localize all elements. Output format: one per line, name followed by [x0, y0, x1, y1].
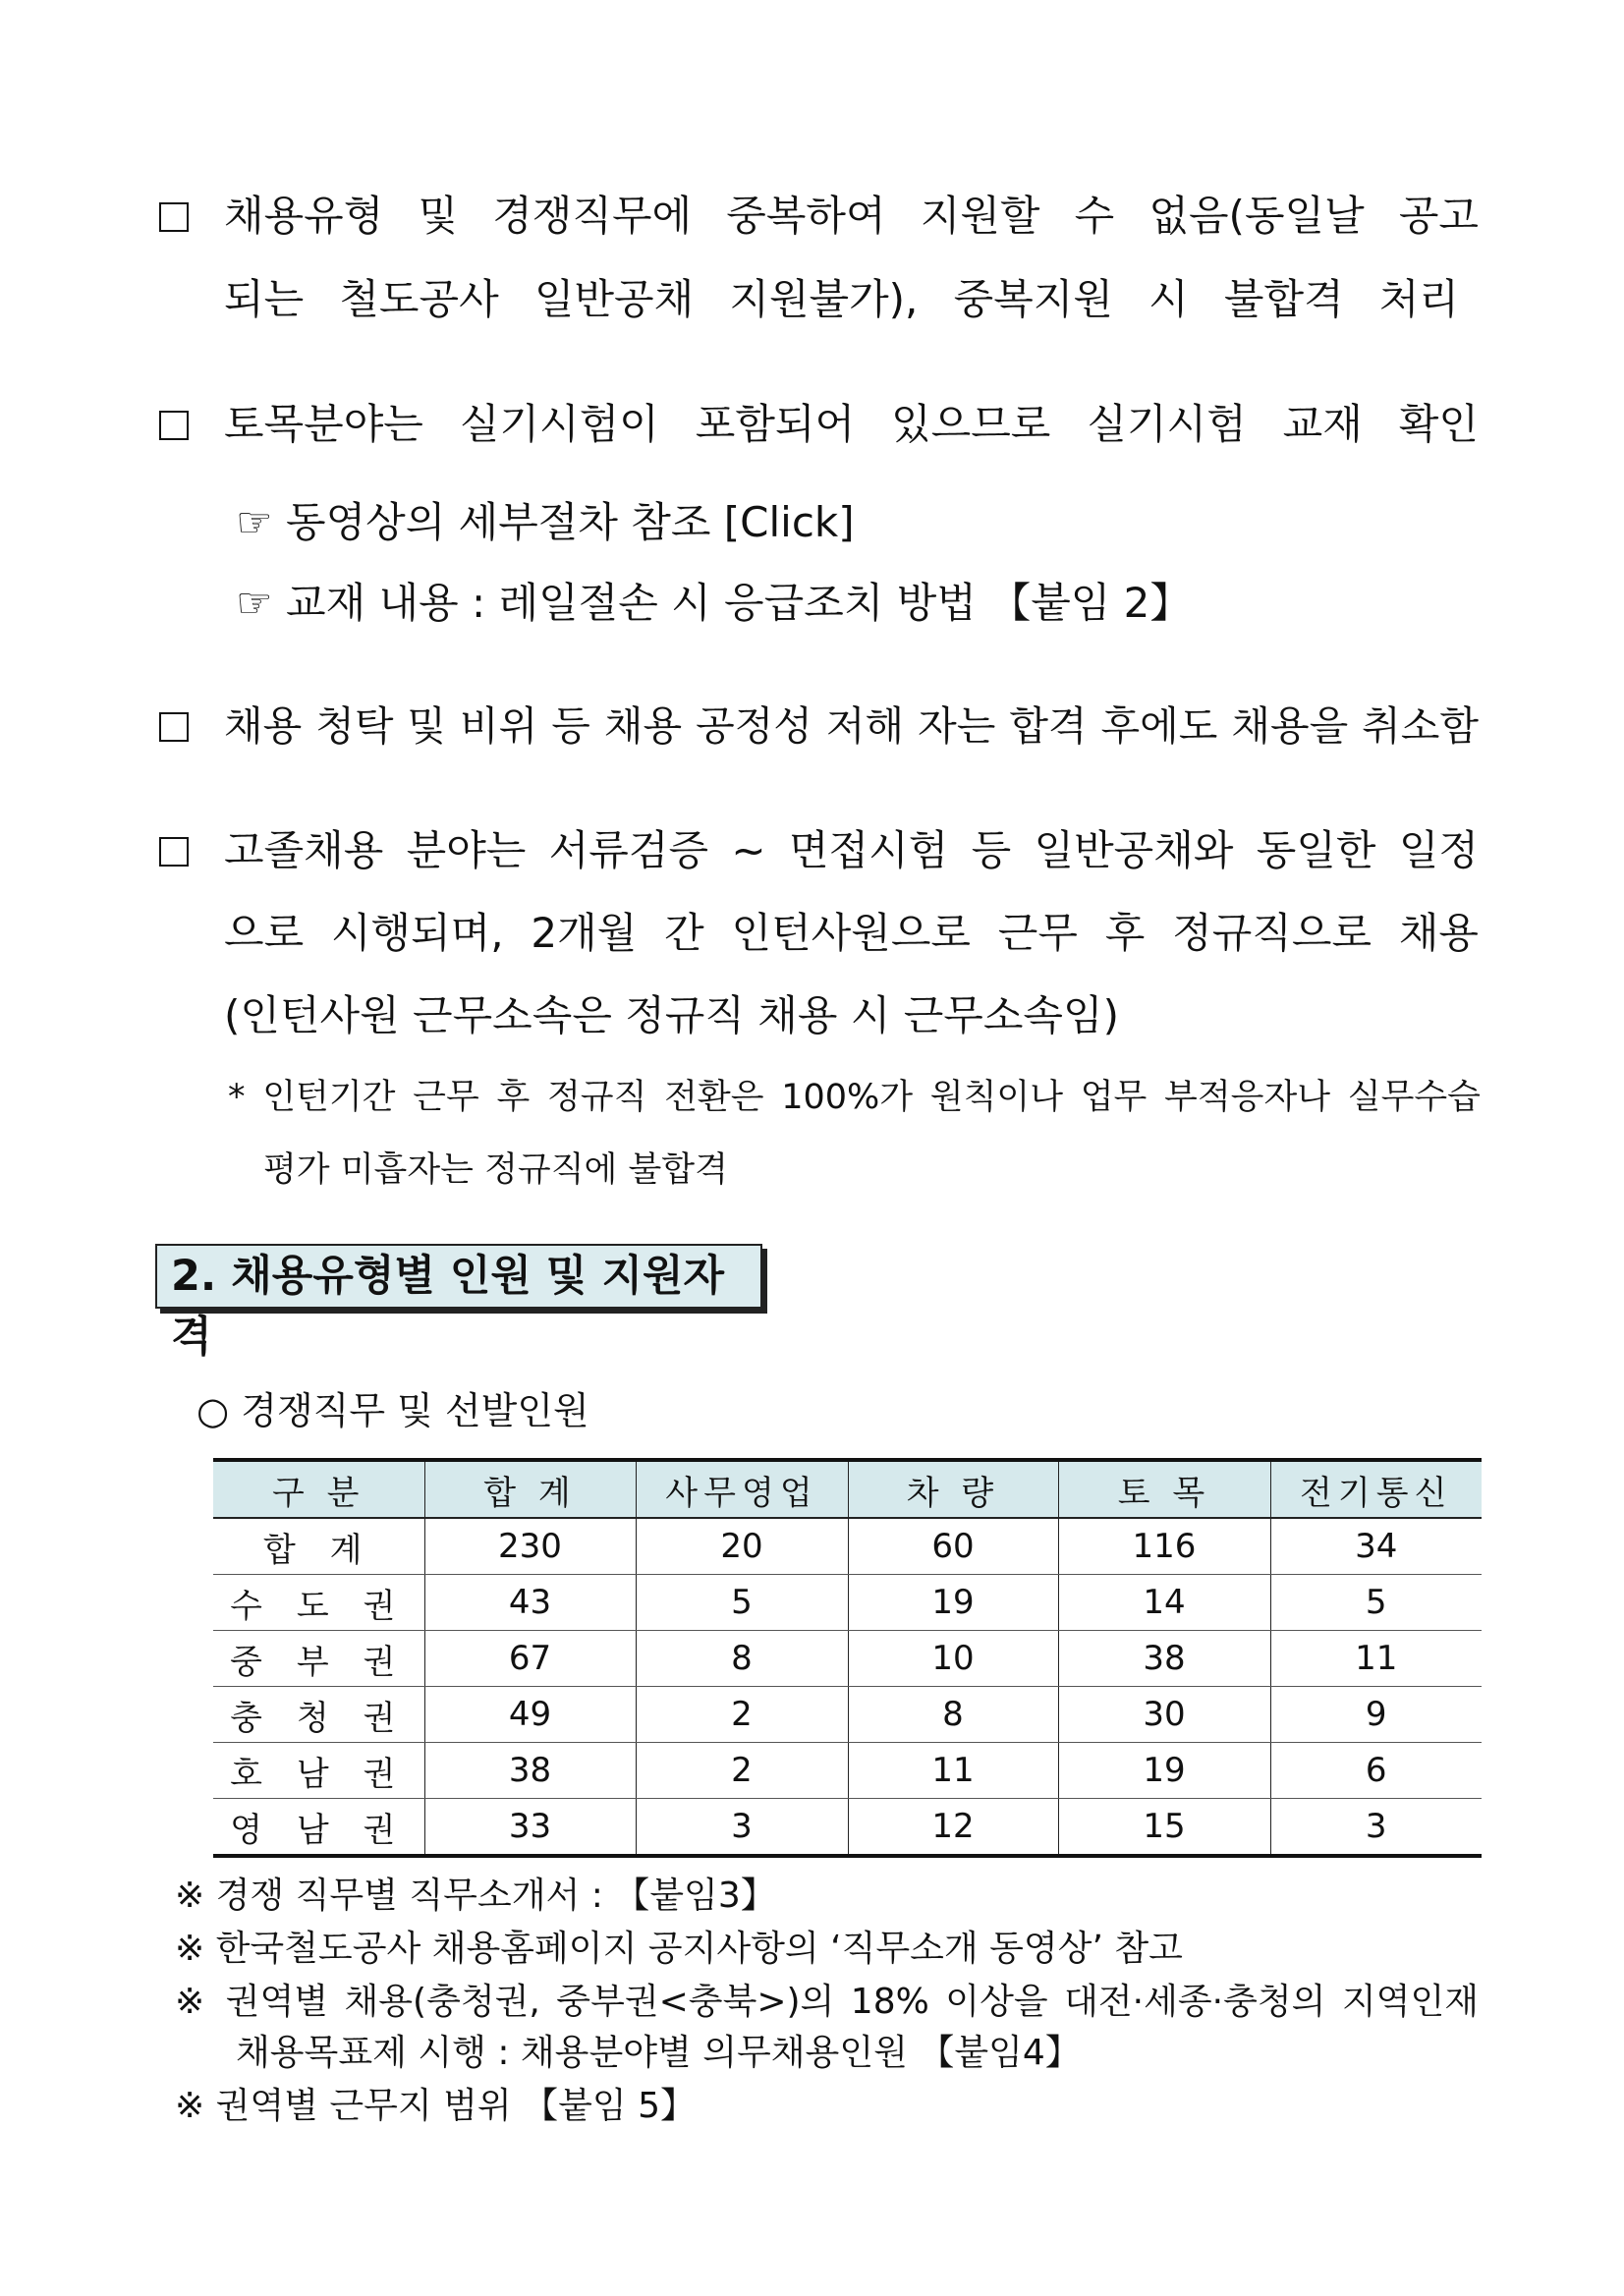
recruitment-table	[213, 1458, 1482, 1858]
item4-line2: 으로 시행되며, 2개월 간 인턴사원으로 근무 후 정규직으로 채용	[224, 909, 1479, 957]
table-row	[213, 1743, 1482, 1799]
table-row	[213, 1518, 1482, 1575]
cell: 14	[1058, 1575, 1270, 1631]
table-row	[213, 1575, 1482, 1631]
cell: 230	[424, 1518, 636, 1575]
item2-ref2: ☞ 교재 내용 : 레일절손 시 응급조치 방법 【붙임 2】	[236, 579, 1192, 627]
item4-note-line1: * 인턴기간 근무 후 정규직 전환은 100%가 원칙이나 업무 부적응자나 실무수습	[228, 1078, 1481, 1117]
row-label: 충 청 권	[213, 1687, 424, 1743]
header-electric-comm: 전기통신	[1270, 1460, 1482, 1518]
row-label: 호 남 권	[213, 1743, 424, 1799]
note-regional-quota-line1: ※ 권역별 채용(충청권, 중부권<충북>)의 18% 이상을 대전·세종·충청의 지역인재	[175, 1982, 1479, 2022]
checkbox-bullet-4	[159, 837, 189, 867]
row-label: 수 도 권	[213, 1575, 424, 1631]
cell: 19	[848, 1575, 1058, 1631]
item1-line2: 되는 철도공사 일반공채 지원불가), 중복지원 시 불합격 처리	[224, 275, 1459, 323]
cell: 5	[636, 1575, 848, 1631]
cell: 6	[1270, 1743, 1482, 1799]
cell: 34	[1270, 1518, 1482, 1575]
cell: 30	[1058, 1687, 1270, 1743]
row-label: 영 남 권	[213, 1799, 424, 1857]
note-video-reference: ※ 한국철도공사 채용홈페이지 공지사항의 ‘직무소개 동영상’ 참고	[175, 1929, 1183, 1969]
row-label: 중 부 권	[213, 1631, 424, 1687]
cell: 3	[1270, 1799, 1482, 1857]
cell: 11	[848, 1743, 1058, 1799]
item4-line3: (인턴사원 근무소속은 정규직 채용 시 근무소속임)	[224, 991, 1119, 1039]
table-row	[213, 1631, 1482, 1687]
item1-line1: 채용유형 및 경쟁직무에 중복하여 지원할 수 없음(동일날 공고	[224, 192, 1479, 240]
section-subtitle: ○ 경쟁직무 및 선발인원	[196, 1389, 589, 1432]
item4-line1: 고졸채용 분야는 서류검증 ~ 면접시험 등 일반공채와 동일한 일정	[224, 826, 1479, 874]
cell: 2	[636, 1743, 848, 1799]
header-civil: 토 목	[1058, 1460, 1270, 1518]
cell: 3	[636, 1799, 848, 1857]
table-header-row	[213, 1460, 1482, 1518]
header-total: 합 계	[424, 1460, 636, 1518]
note-regional-quota-line2: 채용목표제 시행 : 채용분야별 의무채용인원 【붙임4】	[236, 2033, 1081, 2073]
cell: 2	[636, 1687, 848, 1743]
table-row	[213, 1687, 1482, 1743]
header-office-sales: 사무영업	[636, 1460, 848, 1518]
cell: 38	[424, 1743, 636, 1799]
item2-ref1[interactable]: ☞ 동영상의 세부절차 참조 [Click]	[236, 498, 855, 546]
cell: 8	[848, 1687, 1058, 1743]
cell: 38	[1058, 1631, 1270, 1687]
checkbox-bullet-2	[159, 411, 189, 440]
cell: 20	[636, 1518, 848, 1575]
row-label: 합 계	[213, 1518, 424, 1575]
cell: 19	[1058, 1743, 1270, 1799]
cell: 49	[424, 1687, 636, 1743]
cell: 11	[1270, 1631, 1482, 1687]
table-row	[213, 1799, 1482, 1857]
checkbox-bullet-1	[159, 202, 189, 232]
cell: 15	[1058, 1799, 1270, 1857]
cell: 8	[636, 1631, 848, 1687]
item2-line1: 토목분야는 실기시험이 포함되어 있으므로 실기시험 교재 확인	[224, 400, 1479, 448]
cell: 67	[424, 1631, 636, 1687]
cell: 60	[848, 1518, 1058, 1575]
section-title: 2. 채용유형별 인원 및 지원자격	[155, 1244, 762, 1309]
note-job-description: ※ 경쟁 직무별 직무소개서 : 【붙임3】	[175, 1876, 776, 1916]
item4-note-line2: 평가 미흡자는 정규직에 불합격	[263, 1150, 728, 1190]
header-category: 구 분	[213, 1460, 424, 1518]
cell: 10	[848, 1631, 1058, 1687]
cell: 43	[424, 1575, 636, 1631]
header-vehicle: 차 량	[848, 1460, 1058, 1518]
note-work-location: ※ 권역별 근무지 범위 【붙임 5】	[175, 2086, 697, 2126]
cell: 116	[1058, 1518, 1270, 1575]
item3-line1: 채용 청탁 및 비위 등 채용 공정성 저해 자는 합격 후에도 채용을 취소함	[224, 702, 1479, 750]
cell: 5	[1270, 1575, 1482, 1631]
cell: 33	[424, 1799, 636, 1857]
cell: 12	[848, 1799, 1058, 1857]
cell: 9	[1270, 1687, 1482, 1743]
checkbox-bullet-3	[159, 712, 189, 742]
